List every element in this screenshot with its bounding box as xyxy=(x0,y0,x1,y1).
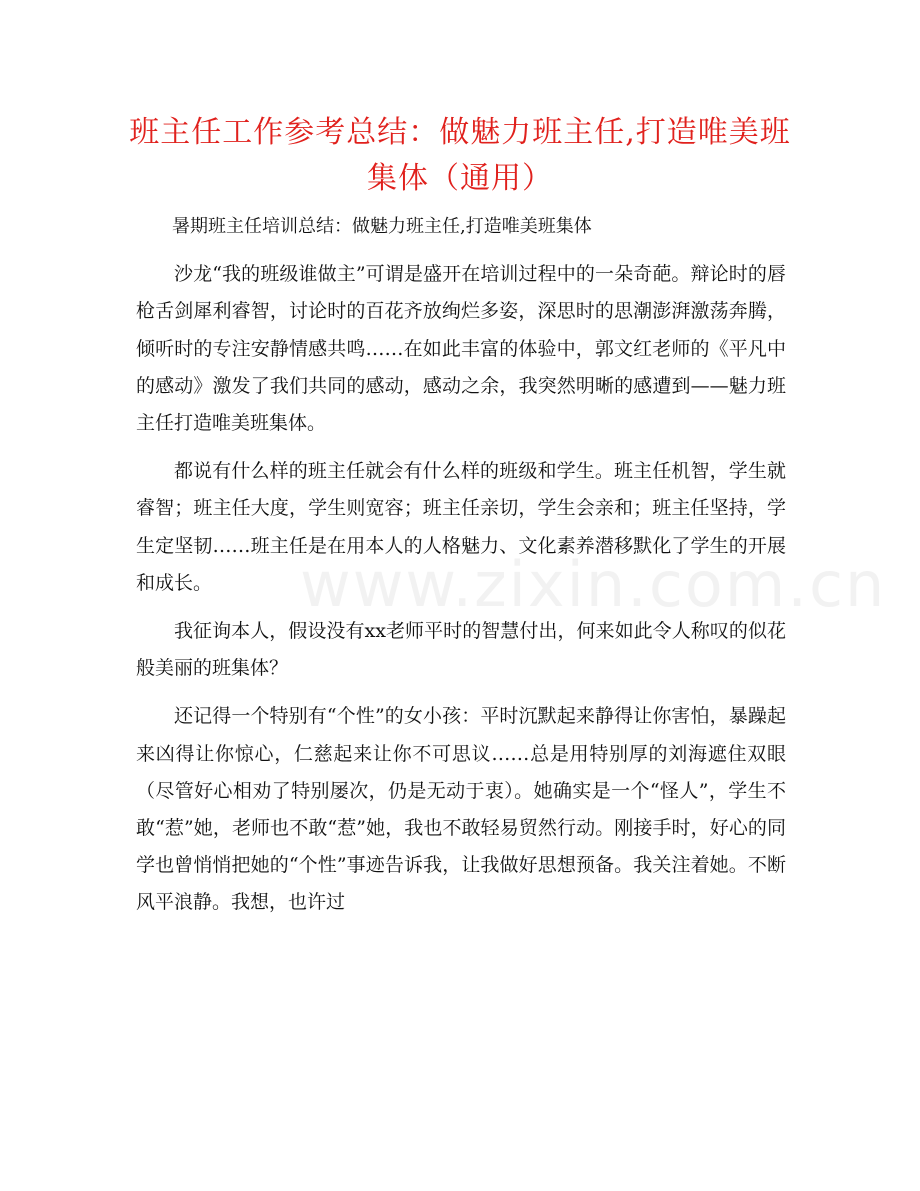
document-title: 班主任工作参考总结：做魅力班主任,打造唯美班集体（通用） xyxy=(129,115,791,196)
paragraph-4: 还记得一个特别有“个性”的女小孩：平时沉默起来静得让你害怕，暴躁起来凶得让你惊心，仁慈起来让你不可思议……总是用特别厚的刘海遮住双眼（尽管好心相劝了特别屡次，仍是无动于衷）。她确实是一个“怪人”，学生不敢“惹”她，老师也不敢“惹”她，我也不敢轻易贸然行动。刚接手时，好心的同学也曾悄悄把她的“个性”事迹告诉我，让我做好思想预备。我关注着她。不断风平浪静。我想，也许过 xyxy=(136,705,786,914)
watermark: www.zixin.com.cn xyxy=(300,548,887,621)
document-subtitle: 暑期班主任培训总结：做魅力班主任,打造唯美班集体 xyxy=(172,216,592,237)
paragraph-3: 我征询本人，假设没有xx老师平时的智慧付出，何来如此令人称叹的似花般美丽的班集体？ xyxy=(136,620,786,680)
paragraph-2: 都说有什么样的班主任就会有什么样的班级和学生。班主任机智，学生就睿智；班主任大度，学生则宽容；班主任亲切，学生会亲和；班主任坚持，学生定坚韧……班主任是在用本人的人格魅力、文化素养潜移默化了学生的开展和成长。 xyxy=(136,460,786,594)
document-body xyxy=(136,208,786,933)
paragraph-1: 沙龙“我的班级谁做主”可谓是盛开在培训过程中的一朵奇葩。辩论时的唇枪舌剑犀利睿智，讨论时的百花齐放绚烂多姿，深思时的思潮澎湃激荡奔腾，倾听时的专注安静情感共鸣……在如此丰富的体验中，郭文红老师的《平凡中的感动》激发了我们共同的感动，感动之余，我突然明晰的感遭到——魅力班主任打造唯美班集体。 xyxy=(136,263,786,435)
